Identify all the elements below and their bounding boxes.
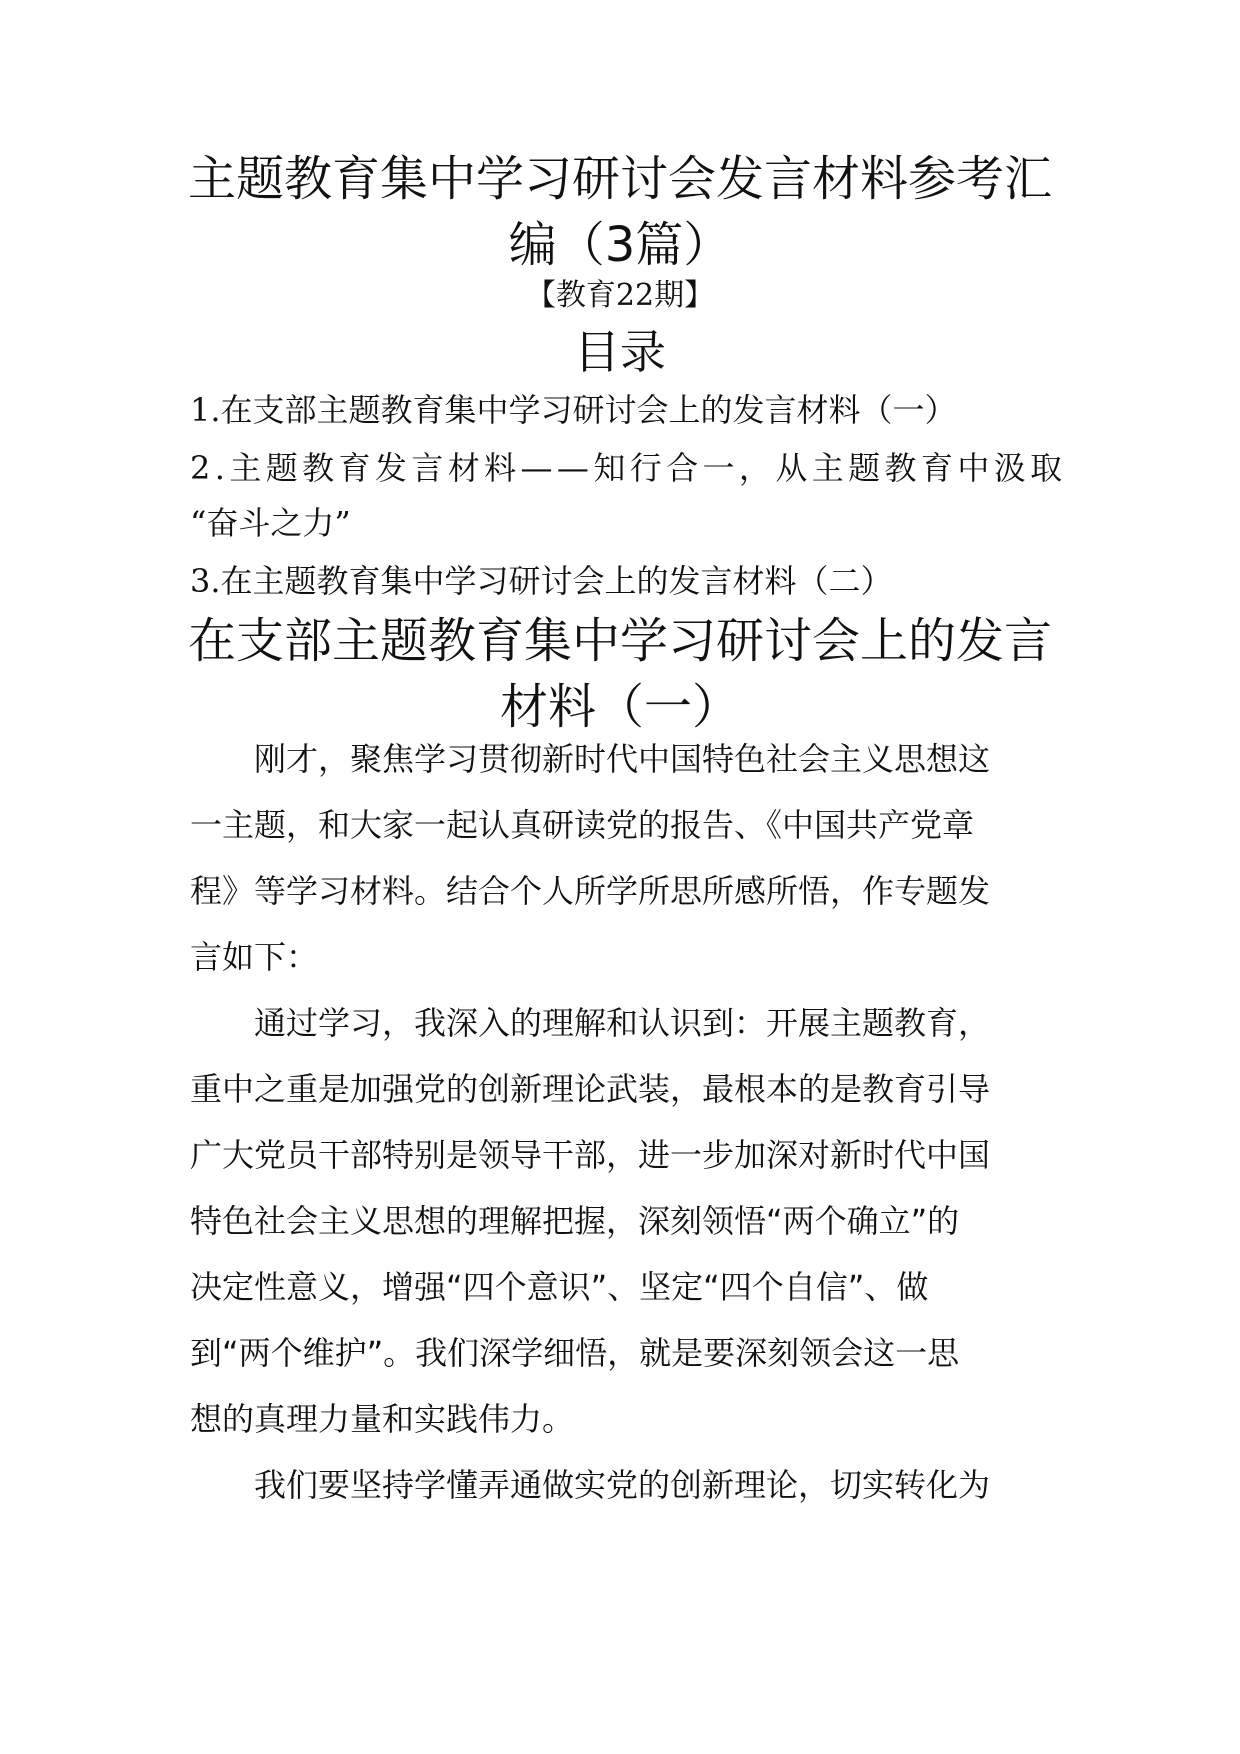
paragraph-3 [190,1452,1060,1518]
toc-heading: 目录 [574,325,666,379]
document-title-line-1: 主题教育集中学习研讨会发言材料参考汇 [187,151,1052,207]
toc-item-3: 3.在主题教育集中学习研讨会上的发言材料（二） [190,562,893,600]
paragraph-line: 特色社会主义思想的理解把握，深刻领悟“两个确立”的 [190,1202,960,1240]
paragraph-line: 想的真理力量和实践伟力。 [190,1400,575,1438]
document-title [180,146,1060,278]
issue-label: 【教育22期】 [525,278,715,313]
document-title-line-2: 编（3篇） [508,217,732,273]
toc-item-2-continued: “奋斗之力” [190,504,351,542]
paragraph-line: 言如下： [190,938,319,976]
paragraph-line: 重中之重是加强党的创新理论武装，最根本的是教育引导 [190,1070,991,1108]
paragraph-line: 程》等学习材料。结合个人所学所思所感所悟，作专题发 [190,872,991,910]
paragraph-line: 通过学习，我深入的理解和认识到：开展主题教育， [254,1004,991,1042]
paragraph-line: 广大党员干部特别是领导干部，进一步加深对新时代中国 [190,1136,991,1174]
paragraph-2 [190,990,1060,1452]
paragraph-line: 刚才，聚焦学习贯彻新时代中国特色社会主义思想这 [254,740,991,778]
section-title-line-1: 在支部主题教育集中学习研讨会上的发言 [187,613,1052,669]
paragraph-line: 决定性意义，增强“四个意识”、坚定“四个自信”、做 [190,1268,929,1306]
paragraph-line: 一主题，和大家一起认真研读党的报告、《中国共产党章 [190,806,975,844]
toc-item-2: 2.主题教育发言材料——知行合一，从主题教育中汲取 [190,449,1067,487]
paragraph-line: 我们要坚持学懂弄通做实党的创新理论，切实转化为 [254,1466,991,1504]
section-title-line-2: 材料（一） [499,679,740,735]
section-title [180,608,1060,740]
paragraph-1 [190,726,1060,990]
toc-item-1: 1.在支部主题教育集中学习研讨会上的发言材料（一） [190,391,957,429]
paragraph-line: 到“两个维护”。我们深学细悟，就是要深刻领会这一思 [190,1334,960,1372]
